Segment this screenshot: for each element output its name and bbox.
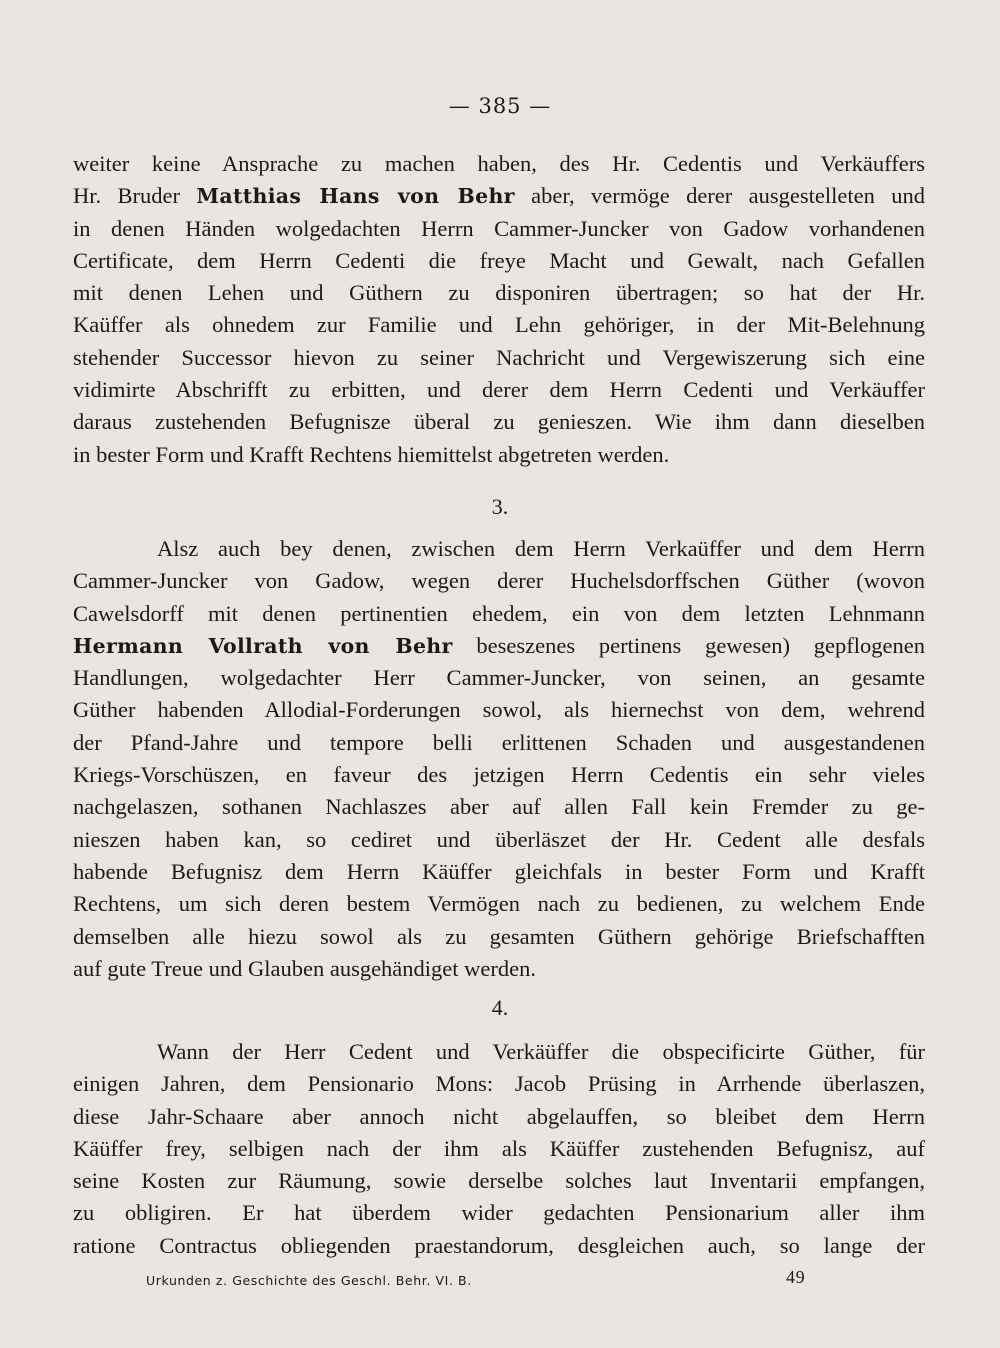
footer-source: Urkunden z. Geschichte des Geschl. Behr. VI. B. xyxy=(146,1273,472,1288)
section-4-heading: 4. xyxy=(491,995,509,1020)
text-line: stehender Successor hievon zu seiner Nachricht und Vergewiszerung sich eine xyxy=(73,344,925,370)
text-line: Alsz auch bey denen, zwischen dem Herrn Verkaüffer und dem Herrn xyxy=(157,536,925,561)
person-name: Matthias Hans von Behr xyxy=(196,184,515,209)
text-line: Handlungen, wolgedachter Herr Cammer-Juncker, von seinen, an gesamte xyxy=(73,665,925,691)
text-line: ratione Contractus obliegenden praestandorum, desgleichen auch, so lange der xyxy=(73,1232,925,1258)
text-line: in denen Händen wolgedachten Herrn Cammer-Juncker von Gadow vorhandenen xyxy=(73,215,925,241)
text-line: diese Jahr-Schaare aber annoch nicht abgelauffen, so bleibet dem Herrn xyxy=(73,1103,925,1129)
footer-signature-mark: 49 xyxy=(786,1267,806,1287)
text-line: Kriegs-Vorschüszen, en faveur des jetzigen Herrn Cedentis ein sehr vieles xyxy=(73,762,925,788)
text-run: aber, vermöge derer ausgestelleten und xyxy=(514,183,925,209)
text-line xyxy=(73,180,925,212)
section-3-heading: 3. xyxy=(491,494,509,519)
text-line: Rechtens, um sich deren bestem Vermögen nach zu bedienen, zu welchem Ende xyxy=(73,891,925,917)
text-line: daraus zustehenden Befugnisze überal zu genieszen. Wie ihm dann dieselben xyxy=(73,409,925,435)
page-number: — 385 — xyxy=(448,94,552,118)
text-line: Güther habenden Allodial-Forderungen sowol, als hiernechst von dem, wehrend xyxy=(73,697,925,723)
text-line: nachgelaszen, sothanen Nachlaszes aber auf allen Fall kein Fremder zu ge- xyxy=(73,794,925,820)
paragraph-4 xyxy=(73,1036,925,1262)
text-line: Wann der Herr Cedent und Verkäüffer die obspecificirte Güther, für xyxy=(157,1039,925,1064)
text-run: beseszenes pertinens gewesen) gepflogenen xyxy=(452,632,925,658)
text-run: Hr. Bruder xyxy=(73,183,197,209)
text-line: nieszen haben kan, so cediret und überläszet der Hr. Cedent alle desfals xyxy=(73,826,925,852)
text-line: Certificate, dem Herrn Cedenti die freye Macht und Gewalt, nach Gefallen xyxy=(73,247,925,273)
text-line: Käüffer frey, selbigen nach der ihm als Käüffer zustehenden Befugnisz, auf xyxy=(73,1135,925,1161)
text-line: seine Kosten zur Räumung, sowie derselbe solches laut Inventarii empfangen, xyxy=(73,1168,925,1194)
text-line: zu obligiren. Er hat überdem wider gedachten Pensionarium aller ihm xyxy=(73,1200,925,1226)
text-line: auf gute Treue und Glauben ausgehändiget werden. xyxy=(73,955,536,981)
text-line: der Pfand-Jahre und tempore belli erlittenen Schaden und ausgestandenen xyxy=(73,729,925,755)
person-name: Hermann Vollrath von Behr xyxy=(73,633,453,658)
text-line: demselben alle hiezu sowol als zu gesamten Güthern gehörige Briefschafften xyxy=(73,923,925,949)
text-line: Cammer-Juncker von Gadow, wegen derer Huchelsdorffschen Güther (wovon xyxy=(73,568,925,594)
text-line: in bester Form und Krafft Rechtens hiemittelst abgetreten werden. xyxy=(73,441,670,467)
text-line: Cawelsdorff mit denen pertinentien ehedem, ein von dem letzten Lehnmann xyxy=(73,600,925,626)
text-line: habende Befugnisz dem Herrn Käüffer gleichfals in bester Form und Krafft xyxy=(73,858,925,884)
text-line: mit denen Lehen und Güthern zu disponiren übertragen; so hat der Hr. xyxy=(73,280,925,306)
text-line: Kaüffer als ohnedem zur Familie und Lehn gehöriger, in der Mit-Belehnung xyxy=(73,312,925,338)
text-line: vidimirte Abschrifft zu erbitten, und derer dem Herrn Cedenti und Verkäuffer xyxy=(73,377,925,403)
text-line: einigen Jahren, dem Pensionario Mons: Jacob Prüsing in Arrhende überlaszen, xyxy=(73,1071,925,1097)
paragraph-3 xyxy=(73,533,925,985)
text-line: weiter keine Ansprache zu machen haben, des Hr. Cedentis und Verkäuffers xyxy=(73,151,925,176)
text-line xyxy=(73,630,925,662)
paragraph-1 xyxy=(73,148,925,471)
